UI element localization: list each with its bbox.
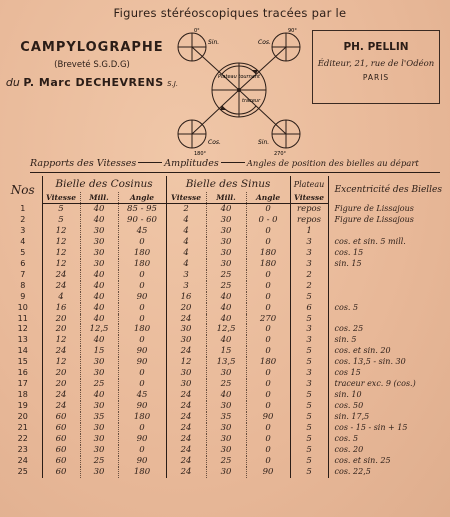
- plateau-speed-cell: 5: [290, 412, 328, 423]
- row-number-cell: 18: [17, 390, 28, 400]
- cos-angle-cell: 0: [118, 335, 166, 346]
- sin-angle-cell: 180: [246, 248, 290, 259]
- table-row: [4, 303, 448, 314]
- sin-mill-cell: 25: [206, 456, 246, 467]
- table-row: [4, 368, 448, 379]
- cos-speed-cell: 5: [42, 215, 80, 226]
- sin-speed-cell: 24: [166, 412, 206, 423]
- eccentricity-cell: cos. et sin. 20: [328, 346, 448, 357]
- sin-mill-cell: 40: [206, 204, 246, 215]
- cos-mill-cell: 40: [80, 215, 118, 226]
- plateau-speed-cell: 6: [290, 303, 328, 314]
- row-number-cell: 12: [17, 324, 28, 334]
- cos-angle-cell: 0: [118, 270, 166, 281]
- subheader-cos-angle: Angle: [118, 192, 166, 204]
- sin-mill-cell: 30: [206, 215, 246, 226]
- eccentricity-cell: cos. et sin. 25: [328, 456, 448, 467]
- header-exc: Excentricité des Bielles: [328, 176, 448, 204]
- eccentricity-cell: cos. 5: [328, 303, 448, 314]
- sin-mill-cell: 40: [206, 390, 246, 401]
- plateau-speed-cell: 5: [290, 434, 328, 445]
- heading-part3: Angles de position des bielles au départ: [246, 159, 419, 169]
- subheader-sin-angle: Angle: [246, 192, 290, 204]
- cos-speed-cell: 12: [42, 357, 80, 368]
- label-deg-270: 270°: [274, 151, 287, 156]
- row-number-cell: 4: [20, 236, 26, 246]
- cos-angle-cell: 90: [118, 456, 166, 467]
- table-row: [4, 346, 448, 357]
- row-number-cell: 5: [20, 247, 26, 257]
- cos-angle-cell: 0: [118, 303, 166, 314]
- subheader-sin-mill: Mill.: [206, 192, 246, 204]
- table-row: [4, 314, 448, 325]
- sin-mill-cell: 30: [206, 445, 246, 456]
- table-row: [4, 445, 448, 456]
- cos-mill-cell: 30: [80, 357, 118, 368]
- eccentricity-cell: cos. 13,5 - sin. 30: [328, 357, 448, 368]
- plateau-speed-cell: 3: [290, 259, 328, 270]
- row-number-cell: 9: [20, 291, 26, 301]
- sin-speed-cell: 30: [166, 335, 206, 346]
- cos-angle-cell: 0: [118, 368, 166, 379]
- sin-speed-cell: 12: [166, 357, 206, 368]
- cos-mill-cell: 30: [80, 423, 118, 434]
- cos-mill-cell: 30: [80, 259, 118, 270]
- plateau-speed-cell: 5: [290, 390, 328, 401]
- sin-angle-cell: 0: [246, 292, 290, 303]
- sin-angle-cell: 0: [246, 237, 290, 248]
- heading-rule: [30, 172, 440, 173]
- sin-angle-cell: 0: [246, 324, 290, 335]
- cos-mill-cell: 40: [80, 335, 118, 346]
- plateau-speed-cell: 5: [290, 292, 328, 303]
- table-row: [4, 226, 448, 237]
- author-suffix: S.J.: [167, 80, 179, 88]
- sin-angle-cell: 0: [246, 401, 290, 412]
- sin-angle-cell: 0 - 0: [246, 215, 290, 226]
- cos-angle-cell: 90 - 60: [118, 215, 166, 226]
- plateau-speed-cell: 3: [290, 335, 328, 346]
- plateau-speed-cell: 5: [290, 401, 328, 412]
- sin-speed-cell: 24: [166, 346, 206, 357]
- row-number-cell: 13: [17, 335, 28, 345]
- table-row: [4, 357, 448, 368]
- subheader-sin-speed: Vitesse: [166, 192, 206, 204]
- header-cos: Bielle des Cosinus: [42, 176, 166, 192]
- cos-angle-cell: 90: [118, 346, 166, 357]
- sin-speed-cell: 4: [166, 237, 206, 248]
- publisher-name: PH. PELLIN: [343, 41, 409, 53]
- cos-mill-cell: 30: [80, 434, 118, 445]
- header-no: Nos: [10, 182, 35, 197]
- row-number-cell: 8: [20, 280, 26, 290]
- sin-mill-cell: 30: [206, 467, 246, 478]
- cos-mill-cell: 40: [80, 204, 118, 215]
- figures-table: [4, 176, 448, 478]
- eccentricity-cell: cos. 50: [328, 401, 448, 412]
- sin-angle-cell: 0: [246, 368, 290, 379]
- publisher-address: Éditeur, 21, rue de l'Odéon: [317, 59, 435, 69]
- cos-speed-cell: 24: [42, 281, 80, 292]
- row-number-cell: 22: [17, 434, 28, 444]
- sin-angle-cell: 0: [246, 281, 290, 292]
- table-row: [4, 335, 448, 346]
- sin-speed-cell: 30: [166, 368, 206, 379]
- sin-angle-cell: 0: [246, 390, 290, 401]
- header-plateau: Plateau: [290, 176, 328, 192]
- sin-mill-cell: 35: [206, 412, 246, 423]
- sin-speed-cell: 4: [166, 215, 206, 226]
- plateau-speed-cell: 3: [290, 379, 328, 390]
- cos-speed-cell: 5: [42, 204, 80, 215]
- eccentricity-cell: [328, 314, 448, 325]
- sin-angle-cell: 90: [246, 467, 290, 478]
- author-name: P. Marc DECHEVRENS: [23, 76, 164, 89]
- cos-angle-cell: 90: [118, 401, 166, 412]
- sin-speed-cell: 24: [166, 401, 206, 412]
- eccentricity-cell: Figure de Lissajous: [328, 215, 448, 226]
- row-number-cell: 16: [17, 368, 28, 378]
- sin-angle-cell: 90: [246, 412, 290, 423]
- plateau-speed-cell: 3: [290, 324, 328, 335]
- cos-speed-cell: 4: [42, 292, 80, 303]
- sin-speed-cell: 2: [166, 204, 206, 215]
- sin-angle-cell: 180: [246, 357, 290, 368]
- cos-speed-cell: 16: [42, 303, 80, 314]
- cos-speed-cell: 24: [42, 270, 80, 281]
- cos-speed-cell: 60: [42, 412, 80, 423]
- cos-speed-cell: 12: [42, 259, 80, 270]
- sin-speed-cell: 24: [166, 314, 206, 325]
- sin-angle-cell: 0: [246, 226, 290, 237]
- sin-angle-cell: 0: [246, 335, 290, 346]
- sin-speed-cell: 4: [166, 226, 206, 237]
- sin-angle-cell: 0: [246, 423, 290, 434]
- eccentricity-cell: [328, 226, 448, 237]
- label-cos-bottom: Cos.: [208, 139, 221, 146]
- table-row: [4, 281, 448, 292]
- cos-angle-cell: 180: [118, 467, 166, 478]
- cos-speed-cell: 60: [42, 467, 80, 478]
- row-number-cell: 6: [20, 258, 26, 268]
- cos-mill-cell: 30: [80, 467, 118, 478]
- table-row: [4, 237, 448, 248]
- row-number-cell: 17: [17, 379, 28, 389]
- plateau-speed-cell: repos: [290, 204, 328, 215]
- sin-speed-cell: 24: [166, 456, 206, 467]
- cos-angle-cell: 180: [118, 259, 166, 270]
- cos-mill-cell: 25: [80, 379, 118, 390]
- cos-angle-cell: 0: [118, 281, 166, 292]
- cos-angle-cell: 180: [118, 412, 166, 423]
- header-sin: Bielle des Sinus: [166, 176, 290, 192]
- label-sin-top: Sin.: [208, 39, 220, 46]
- cos-speed-cell: 20: [42, 324, 80, 335]
- row-number-cell: 10: [17, 302, 28, 312]
- plateau-speed-cell: 5: [290, 456, 328, 467]
- sin-mill-cell: 30: [206, 248, 246, 259]
- eccentricity-cell: cos. 15: [328, 248, 448, 259]
- sin-mill-cell: 30: [206, 259, 246, 270]
- sin-mill-cell: 30: [206, 237, 246, 248]
- cos-mill-cell: 40: [80, 270, 118, 281]
- row-number-cell: 11: [17, 313, 28, 323]
- eccentricity-cell: sin. 10: [328, 390, 448, 401]
- eccentricity-cell: cos. et sin. 5 mill.: [328, 237, 448, 248]
- sin-mill-cell: 25: [206, 281, 246, 292]
- sin-angle-cell: 180: [246, 259, 290, 270]
- sin-speed-cell: 3: [166, 270, 206, 281]
- sin-speed-cell: 24: [166, 445, 206, 456]
- table-row: [4, 204, 448, 215]
- plateau-speed-cell: 5: [290, 467, 328, 478]
- cos-mill-cell: 30: [80, 226, 118, 237]
- heading-part1: Rapports des Vitesses: [30, 158, 137, 169]
- table-row: [4, 434, 448, 445]
- plateau-speed-cell: 3: [290, 368, 328, 379]
- table-row: [4, 259, 448, 270]
- cos-speed-cell: 12: [42, 226, 80, 237]
- eccentricity-cell: sin. 5: [328, 335, 448, 346]
- diagram-svg: [170, 26, 308, 156]
- eccentricity-cell: sin. 17,5: [328, 412, 448, 423]
- sin-mill-cell: 25: [206, 379, 246, 390]
- plateau-speed-cell: 2: [290, 281, 328, 292]
- row-number-cell: 14: [17, 346, 28, 356]
- cos-speed-cell: 24: [42, 346, 80, 357]
- cos-angle-cell: 0: [118, 445, 166, 456]
- sin-mill-cell: 40: [206, 303, 246, 314]
- cos-mill-cell: 40: [80, 390, 118, 401]
- table-row: [4, 215, 448, 226]
- sin-angle-cell: 0: [246, 456, 290, 467]
- eccentricity-cell: Figure de Lissajous: [328, 204, 448, 215]
- subheader-cos-mill: Mill.: [80, 192, 118, 204]
- table-row: [4, 412, 448, 423]
- table-body: [4, 204, 448, 478]
- row-number-cell: 20: [17, 412, 28, 422]
- brand-name: CAMPYLOGRAPHE: [20, 40, 164, 55]
- cos-speed-cell: 60: [42, 434, 80, 445]
- eccentricity-cell: cos. 25: [328, 324, 448, 335]
- document-title: Figures stéréoscopiques tracées par le: [113, 6, 347, 20]
- label-cos-top: Cos.: [258, 39, 271, 46]
- sin-mill-cell: 30: [206, 423, 246, 434]
- heading-part2: Amplitudes: [164, 158, 219, 169]
- cos-angle-cell: 180: [118, 248, 166, 259]
- sin-mill-cell: 15: [206, 346, 246, 357]
- eccentricity-cell: [328, 292, 448, 303]
- sin-mill-cell: 40: [206, 335, 246, 346]
- cos-speed-cell: 20: [42, 379, 80, 390]
- table-row: [4, 423, 448, 434]
- sin-angle-cell: 0: [246, 379, 290, 390]
- sin-mill-cell: 30: [206, 368, 246, 379]
- cos-mill-cell: 12,5: [80, 324, 118, 335]
- eccentricity-cell: cos 15: [328, 368, 448, 379]
- plateau-speed-cell: 5: [290, 314, 328, 325]
- campylograph-diagram: [170, 26, 308, 156]
- row-number-cell: 23: [17, 444, 28, 454]
- cos-speed-cell: 60: [42, 423, 80, 434]
- eccentricity-cell: sin. 15: [328, 259, 448, 270]
- sin-mill-cell: 30: [206, 401, 246, 412]
- sin-speed-cell: 24: [166, 467, 206, 478]
- eccentricity-cell: [328, 281, 448, 292]
- plateau-speed-cell: 5: [290, 357, 328, 368]
- sin-angle-cell: 0: [246, 434, 290, 445]
- label-deg-0: 0°: [194, 28, 200, 34]
- cos-mill-cell: 40: [80, 314, 118, 325]
- cos-mill-cell: 25: [80, 456, 118, 467]
- sin-angle-cell: 0: [246, 346, 290, 357]
- patent-note: (Breveté S.G.D.G): [54, 60, 130, 70]
- eccentricity-cell: traceur exc. 9 (cos.): [328, 379, 448, 390]
- cos-speed-cell: 12: [42, 248, 80, 259]
- table-row: [4, 248, 448, 259]
- label-deg-90: 90°: [288, 28, 297, 34]
- cos-mill-cell: 40: [80, 292, 118, 303]
- sin-speed-cell: 24: [166, 423, 206, 434]
- cos-mill-cell: 30: [80, 445, 118, 456]
- row-number-cell: 3: [20, 225, 26, 235]
- center-label-top: Plateau tournant: [218, 74, 260, 80]
- cos-speed-cell: 12: [42, 237, 80, 248]
- publisher-box: [312, 30, 440, 104]
- eccentricity-cell: [328, 270, 448, 281]
- cos-mill-cell: 30: [80, 248, 118, 259]
- sin-speed-cell: 4: [166, 248, 206, 259]
- eccentricity-cell: cos. 5: [328, 434, 448, 445]
- table-row: [4, 324, 448, 335]
- row-number-cell: 1: [20, 203, 26, 213]
- table-row: [4, 292, 448, 303]
- sin-mill-cell: 12,5: [206, 324, 246, 335]
- label-sin-bottom: Sin.: [258, 139, 270, 146]
- table-row: [4, 456, 448, 467]
- cos-speed-cell: 24: [42, 401, 80, 412]
- sin-speed-cell: 3: [166, 281, 206, 292]
- cos-speed-cell: 20: [42, 314, 80, 325]
- eccentricity-cell: cos - 15 - sin + 15: [328, 423, 448, 434]
- cos-mill-cell: 35: [80, 412, 118, 423]
- sin-angle-cell: 0: [246, 204, 290, 215]
- brand-block: [4, 40, 180, 89]
- cos-angle-cell: 45: [118, 226, 166, 237]
- sin-speed-cell: 30: [166, 324, 206, 335]
- sin-speed-cell: 4: [166, 259, 206, 270]
- sin-mill-cell: 40: [206, 292, 246, 303]
- cos-angle-cell: 45: [118, 390, 166, 401]
- row-number-cell: 19: [17, 401, 28, 411]
- table-heading: [30, 158, 450, 169]
- row-number-cell: 24: [17, 455, 28, 465]
- cos-mill-cell: 30: [80, 368, 118, 379]
- table-row: [4, 401, 448, 412]
- cos-angle-cell: 0: [118, 423, 166, 434]
- cos-speed-cell: 24: [42, 390, 80, 401]
- row-number-cell: 7: [20, 269, 26, 279]
- cos-angle-cell: 90: [118, 357, 166, 368]
- plateau-speed-cell: 5: [290, 445, 328, 456]
- eccentricity-cell: cos. 20: [328, 445, 448, 456]
- cos-speed-cell: 60: [42, 456, 80, 467]
- sin-angle-cell: 0: [246, 270, 290, 281]
- plateau-speed-cell: 1: [290, 226, 328, 237]
- cos-angle-cell: 85 - 95: [118, 204, 166, 215]
- cos-angle-cell: 0: [118, 237, 166, 248]
- cos-angle-cell: 90: [118, 292, 166, 303]
- cos-angle-cell: 90: [118, 434, 166, 445]
- cos-angle-cell: 180: [118, 324, 166, 335]
- sin-angle-cell: 270: [246, 314, 290, 325]
- sin-speed-cell: 20: [166, 303, 206, 314]
- sin-mill-cell: 30: [206, 434, 246, 445]
- plateau-speed-cell: repos: [290, 215, 328, 226]
- plateau-speed-cell: 3: [290, 237, 328, 248]
- cos-angle-cell: 0: [118, 314, 166, 325]
- sin-speed-cell: 16: [166, 292, 206, 303]
- sin-angle-cell: 0: [246, 445, 290, 456]
- sin-mill-cell: 30: [206, 226, 246, 237]
- plateau-speed-cell: 3: [290, 248, 328, 259]
- cos-mill-cell: 40: [80, 303, 118, 314]
- label-deg-180: 180°: [194, 151, 207, 156]
- cos-speed-cell: 12: [42, 335, 80, 346]
- cos-mill-cell: 30: [80, 237, 118, 248]
- table-row: [4, 270, 448, 281]
- subheader-plateau-speed: Vitesse: [290, 192, 328, 204]
- sin-mill-cell: 13,5: [206, 357, 246, 368]
- row-number-cell: 15: [17, 357, 28, 367]
- sin-speed-cell: 30: [166, 379, 206, 390]
- cos-angle-cell: 0: [118, 379, 166, 390]
- cos-mill-cell: 15: [80, 346, 118, 357]
- cos-speed-cell: 60: [42, 445, 80, 456]
- plateau-speed-cell: 5: [290, 346, 328, 357]
- cos-speed-cell: 20: [42, 368, 80, 379]
- author-line: [4, 76, 180, 89]
- cos-mill-cell: 30: [80, 401, 118, 412]
- row-number-cell: 21: [17, 423, 28, 433]
- row-number-cell: 25: [17, 466, 28, 476]
- sin-angle-cell: 0: [246, 303, 290, 314]
- sin-speed-cell: 24: [166, 390, 206, 401]
- row-number-cell: 2: [20, 214, 26, 224]
- publisher-city: PARIS: [362, 73, 390, 82]
- sin-mill-cell: 40: [206, 314, 246, 325]
- eccentricity-cell: cos. 22,5: [328, 467, 448, 478]
- table-row: [4, 379, 448, 390]
- plateau-speed-cell: 2: [290, 270, 328, 281]
- center-label-bottom: traceur: [242, 98, 261, 104]
- subheader-cos-speed: Vitesse: [42, 192, 80, 204]
- cos-mill-cell: 40: [80, 281, 118, 292]
- table-row: [4, 390, 448, 401]
- table-row: [4, 467, 448, 478]
- sin-mill-cell: 25: [206, 270, 246, 281]
- plateau-speed-cell: 5: [290, 423, 328, 434]
- author-prefix: du: [5, 76, 20, 89]
- sin-speed-cell: 24: [166, 434, 206, 445]
